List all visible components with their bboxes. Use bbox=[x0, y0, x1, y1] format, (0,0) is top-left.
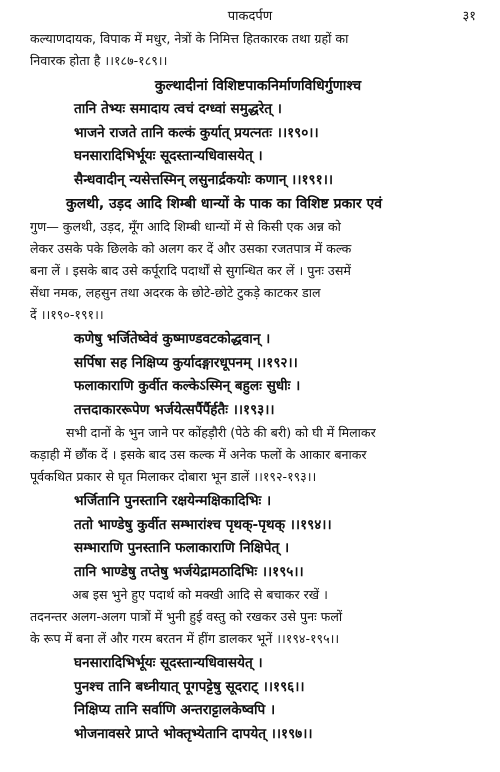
verse-line: सर्पिषा सह निक्षिप्य कुर्यादङ्गारधूपनम् ।।१९२।। bbox=[74, 354, 298, 371]
prose-line: सेंधा नमक, लहसुन तथा अदरक के छोटे-छोटे टुकड़े काटकर डाल bbox=[30, 285, 321, 300]
verse-line: भाजने राजते तानि कल्कं कुर्यात् प्रयत्नतः ।।१९०।। bbox=[74, 124, 319, 141]
prose-line: बना लें । इसके बाद उसे कर्पूरादि पदार्थों से सुगन्धित कर लें । पुनः उसमें bbox=[30, 263, 351, 278]
prose-line: कल्याणदायक, विपाक में मधुर, नेत्रों के निमित्त हितकारक तथा ग्रहों का bbox=[30, 31, 349, 46]
verse-line: भोजनावसरे प्राप्ते भोक्तृभ्येतानि दापयेत् ।।१९७।। bbox=[74, 725, 313, 742]
verse-line: ततो भाण्डेषु कुर्वीत सम्भारांश्च पृथक्-पृथक् ।।१९४।। bbox=[74, 516, 332, 533]
page-body bbox=[30, 28, 486, 746]
page-header bbox=[0, 4, 500, 26]
verse-line: घनसारादिभिर्भूयः सूदस्तान्यधिवासयेत् । bbox=[74, 655, 263, 671]
prose-line: गुण— कुलथी, उड़द, मूँग आदि शिम्बी धान्यों में से किसी एक अन्न को bbox=[30, 219, 341, 234]
prose-line: के रूप में बना लें और गरम बरतन में हींग डालकर भूनें ।।१९४-१९५।। bbox=[30, 631, 340, 646]
prose-line: दें ।।१९०-१९१।। bbox=[30, 307, 104, 322]
running-title: पाकदर्पण bbox=[227, 9, 273, 24]
verse-line: भर्जितानि पुनस्तानि रक्षयेन्मक्षिकादिभिः । bbox=[74, 493, 272, 509]
prose-line: लेकर उसके पके छिलके को अलग कर दें और उसका रजतपात्र में कल्क bbox=[30, 241, 352, 256]
section-heading: कुल्थादीनां विशिष्टपाकनिर्माणविधिर्गुणाश्च bbox=[154, 78, 362, 94]
verse-line: फलाकाराणि कुर्वीत कल्केऽस्मिन् बहुलः सुधीः । bbox=[74, 378, 301, 394]
prose-line: निवारक होता है ।।१८७-१८९।। bbox=[30, 53, 168, 68]
prose-line: तदनन्तर अलग-अलग पात्रों में भुनी हुई वस्तु को रखकर उसे पुनः फलों bbox=[30, 609, 343, 624]
verse-line: पुनश्च तानि बध्नीयात् पूगपट्टेषु सूदराट् ।।१९६।। bbox=[74, 678, 305, 695]
prose-line: सभी दानों के भुन जाने पर कोंहड़ौरी (पेठे की बरी) को घी में मिलाकर bbox=[66, 425, 376, 440]
verse-line: सैन्धवादीन् न्यसेत्तस्मिन् लसुनार्द्रकयोः कणान् ।।१९१।। bbox=[74, 171, 333, 188]
prose-line: अब इस भुने हुए पदार्थ को मक्खी आदि से बचाकर रखें । bbox=[72, 587, 328, 602]
verse-line: सम्भाराणि पुनस्तानि फलाकाराणि निक्षिपेत् । bbox=[74, 540, 290, 556]
verse-line: निक्षिप्य तानि सर्वाणि अन्तराट्टालकेष्वपि । bbox=[74, 702, 276, 718]
section-heading: कुलथी, उड़द आदि शिम्बी धान्यों के पाक का विशिष्ट प्रकार एवं bbox=[66, 196, 383, 212]
prose-line: पूर्वकथित प्रकार से घृत मिलाकर दोबारा भून डालें ।।१९२-१९३।। bbox=[30, 469, 317, 484]
verse-line: तानि तेभ्यः समादाय त्वचं दग्ध्वां समुद्धरेत् । bbox=[74, 101, 282, 117]
verse-line: तानि भाण्डेषु तप्तेषु भर्जयेद्रामठादिभिः ।।१९५।। bbox=[74, 563, 304, 580]
verse-line: तत्तदाकाररूपेण भर्जयेत्सर्पैर्पैर्हतैः ।।१९३।। bbox=[74, 401, 275, 418]
verse-line: कणेषु भर्जितेष्वेवं कुष्माण्डवटकोद्धवान् । bbox=[74, 331, 271, 347]
page-number: ३१ bbox=[462, 9, 476, 24]
prose-line: कड़ाही में छौंक दें । इसके बाद उस कल्क में अनेक फलों के आकार बनाकर bbox=[30, 447, 367, 462]
verse-line: घनसारादिभिर्भूयः सूदस्तान्यधिवासयेत् । bbox=[74, 148, 263, 164]
